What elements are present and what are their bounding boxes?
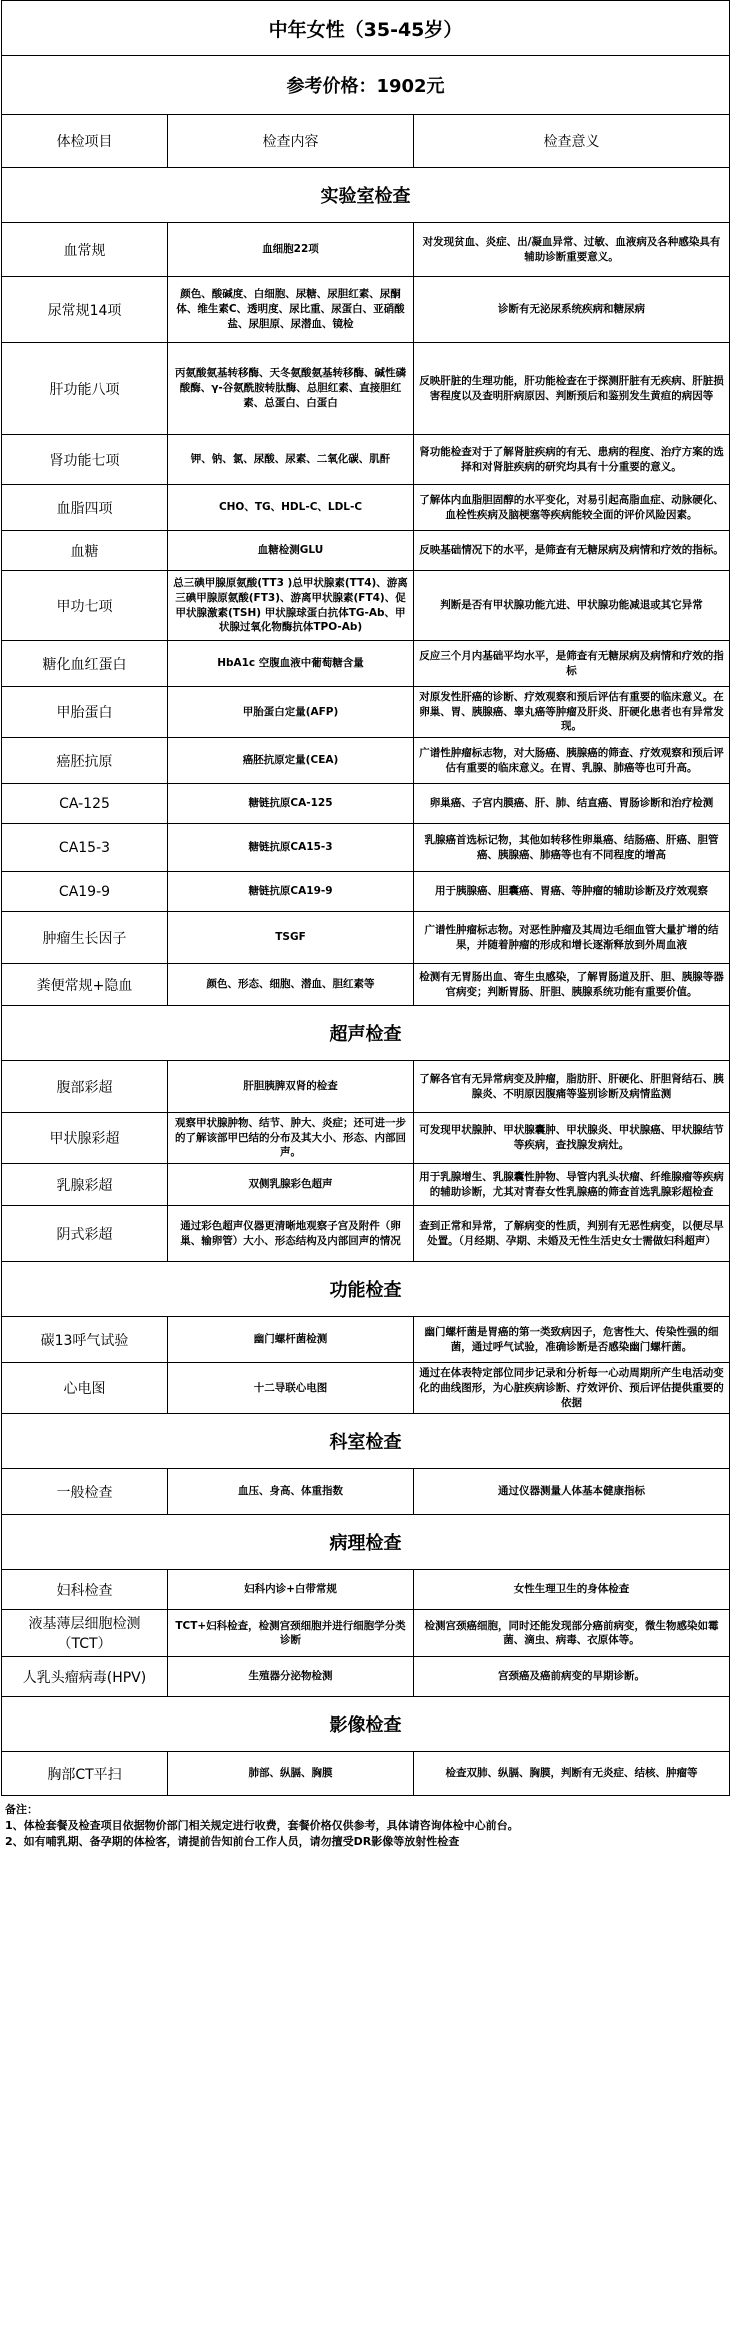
title-row bbox=[2, 1, 730, 56]
item-name: CA-125 bbox=[2, 784, 168, 824]
table-row bbox=[2, 485, 730, 531]
item-content: 颜色、形态、细胞、潜血、胆红素等 bbox=[168, 964, 414, 1006]
item-meaning: 反映肝脏的生理功能，肝功能检查在于探测肝脏有无疾病、肝脏损害程度以及查明肝病原因、判断预后和鉴别发生黄疸的病因等 bbox=[414, 343, 730, 435]
item-meaning: 可发现甲状腺肿、甲状腺囊肿、甲状腺炎、甲状腺癌、甲状腺结节等疾病，查找腺发病灶。 bbox=[414, 1113, 730, 1164]
section-row bbox=[2, 168, 730, 223]
section-row bbox=[2, 1697, 730, 1752]
table-row bbox=[2, 1164, 730, 1206]
item-name: CA19-9 bbox=[2, 872, 168, 912]
header-item: 体检项目 bbox=[2, 115, 168, 168]
item-content: CHO、TG、HDL-C、LDL-C bbox=[168, 485, 414, 531]
item-meaning: 反应三个月内基础平均水平，是筛查有无糖尿病及病情和疗效的指标 bbox=[414, 641, 730, 687]
item-name: 妇科检查 bbox=[2, 1570, 168, 1610]
item-name: 人乳头瘤病毒(HPV) bbox=[2, 1657, 168, 1697]
item-meaning: 检查双肺、纵膈、胸膜，判断有无炎症、结核、肿瘤等 bbox=[414, 1752, 730, 1796]
table-row bbox=[2, 687, 730, 738]
item-meaning: 通过在体表特定部位同步记录和分析每一心动周期所产生电活动变化的曲线图形，为心脏疾病诊断、疗效评价、预后评估提供重要的依据 bbox=[414, 1363, 730, 1414]
item-name: 阴式彩超 bbox=[2, 1206, 168, 1262]
item-content: 糖链抗原CA15-3 bbox=[168, 824, 414, 872]
item-content: 糖链抗原CA-125 bbox=[168, 784, 414, 824]
table-row bbox=[2, 912, 730, 964]
table-row bbox=[2, 1317, 730, 1363]
section-row bbox=[2, 1414, 730, 1469]
item-name: CA15-3 bbox=[2, 824, 168, 872]
section-title: 超声检查 bbox=[2, 1006, 730, 1061]
item-name: 血常规 bbox=[2, 223, 168, 277]
table-row bbox=[2, 571, 730, 641]
section-title: 实验室检查 bbox=[2, 168, 730, 223]
item-content: 甲胎蛋白定量(AFP) bbox=[168, 687, 414, 738]
price-row bbox=[2, 56, 730, 115]
item-meaning: 反映基础情况下的水平，是筛查有无糖尿病及病情和疗效的指标。 bbox=[414, 531, 730, 571]
item-name: 癌胚抗原 bbox=[2, 738, 168, 784]
item-content: 总三碘甲腺原氨酸(TT3 )总甲状腺素(TT4)、游离三碘甲腺原氨酸(FT3)、游离甲状腺素(FT4)、促甲状腺激素(TSH) 甲状腺球蛋白抗体TG-Ab、甲状腺过氧化物酶抗体TPO-Ab) bbox=[168, 571, 414, 641]
table-row bbox=[2, 1113, 730, 1164]
item-content: 生殖器分泌物检测 bbox=[168, 1657, 414, 1697]
item-meaning: 查到正常和异常，了解病变的性质，判别有无恶性病变，以便尽早处置。（月经期、孕期、未婚及无性生活史女士需做妇科超声） bbox=[414, 1206, 730, 1262]
item-content: 血细胞22项 bbox=[168, 223, 414, 277]
table-row bbox=[2, 435, 730, 485]
table-row bbox=[2, 1570, 730, 1610]
table-row bbox=[2, 1469, 730, 1515]
section-row bbox=[2, 1006, 730, 1061]
item-meaning: 用于乳腺增生、乳腺囊性肿物、导管内乳头状瘤、纤维腺瘤等疾病的辅助诊断，尤其对青春女性乳腺癌的筛查首选乳腺彩超检查 bbox=[414, 1164, 730, 1206]
item-meaning: 了解各官有无异常病变及肿瘤，脂肪肝、肝硬化、肝胆肾结石、胰腺炎、不明原因腹痛等鉴别诊断及病情监测 bbox=[414, 1061, 730, 1113]
item-content: 观察甲状腺肿物、结节、肿大、炎症；还可进一步的了解该部甲巴结的分布及其大小、形态、内部回声。 bbox=[168, 1113, 414, 1164]
item-meaning: 检测有无胃肠出血、寄生虫感染，了解胃肠道及肝、胆、胰腺等器官病变；判断胃肠、肝胆、胰腺系统功能有重要价值。 bbox=[414, 964, 730, 1006]
note-line: 备注： bbox=[5, 1803, 38, 1817]
item-meaning: 幽门螺杆菌是胃癌的第一类致病因子，危害性大、传染性强的细菌，通过呼气试验，准确诊断是否感染幽门螺杆菌。 bbox=[414, 1317, 730, 1363]
package-price: 参考价格：1902元 bbox=[2, 56, 730, 115]
item-meaning: 卵巢癌、子宫内膜癌、肝、肺、结直癌、胃肠诊断和治疗检测 bbox=[414, 784, 730, 824]
item-meaning: 乳腺癌首选标记物，其他如转移性卵巢癌、结肠癌、肝癌、胆管癌、胰腺癌、肺癌等也有不同程度的增高 bbox=[414, 824, 730, 872]
item-name: 甲状腺彩超 bbox=[2, 1113, 168, 1164]
item-meaning: 了解体内血脂胆固醇的水平变化，对易引起高脂血症、动脉硬化、血栓性疾病及脑梗塞等疾病能较全面的评价风险因素。 bbox=[414, 485, 730, 531]
note-line: 2、如有哺乳期、备孕期的体检客，请提前告知前台工作人员，请勿擅受DR影像等放射性检查 bbox=[5, 1835, 460, 1849]
item-content: 癌胚抗原定量(CEA) bbox=[168, 738, 414, 784]
item-name: 肾功能七项 bbox=[2, 435, 168, 485]
item-content: 血糖检测GLU bbox=[168, 531, 414, 571]
item-name: 肿瘤生长因子 bbox=[2, 912, 168, 964]
section-title: 病理检查 bbox=[2, 1515, 730, 1570]
section-row bbox=[2, 1515, 730, 1570]
item-meaning: 检测宫颈癌细胞，同时还能发现部分癌前病变，微生物感染如霉菌、滴虫、病毒、衣原体等。 bbox=[414, 1610, 730, 1657]
table-row bbox=[2, 641, 730, 687]
item-content: 丙氨酸氨基转移酶、天冬氨酸氨基转移酶、碱性磷酸酶、γ-谷氨酰胺转肽酶、总胆红素、直接胆红素、总蛋白、白蛋白 bbox=[168, 343, 414, 435]
item-meaning: 判断是否有甲状腺功能亢进、甲状腺功能减退或其它异常 bbox=[414, 571, 730, 641]
header-content: 检查内容 bbox=[168, 115, 414, 168]
item-meaning: 广谱性肿瘤标志物，对大肠癌、胰腺癌的筛查、疗效观察和预后评估有重要的临床意义。在胃、乳腺、肺癌等也可升高。 bbox=[414, 738, 730, 784]
package-table bbox=[1, 0, 730, 1796]
item-content: 颜色、酸碱度、白细胞、尿糖、尿胆红素、尿酮体、维生素C、透明度、尿比重、尿蛋白、亚硝酸盐、尿胆原、尿潜血、镜检 bbox=[168, 277, 414, 343]
item-name: 血脂四项 bbox=[2, 485, 168, 531]
item-content: 通过彩色超声仪器更清晰地观察子宫及附件（卵巢、输卵管）大小、形态结构及内部回声的情况 bbox=[168, 1206, 414, 1262]
item-name: 糖化血红蛋白 bbox=[2, 641, 168, 687]
package-title: 中年女性（35-45岁） bbox=[2, 1, 730, 56]
table-row bbox=[2, 1610, 730, 1657]
item-meaning: 对发现贫血、炎症、出/凝血异常、过敏、血液病及各种感染具有辅助诊断重要意义。 bbox=[414, 223, 730, 277]
notes-block bbox=[1, 1796, 729, 1856]
section-title: 功能检查 bbox=[2, 1262, 730, 1317]
item-content: 妇科内诊+白带常规 bbox=[168, 1570, 414, 1610]
section-title: 科室检查 bbox=[2, 1414, 730, 1469]
item-content: 钾、钠、氯、尿酸、尿素、二氧化碳、肌酐 bbox=[168, 435, 414, 485]
item-content: 糖链抗原CA19-9 bbox=[168, 872, 414, 912]
item-content: 双侧乳腺彩色超声 bbox=[168, 1164, 414, 1206]
item-name: 乳腺彩超 bbox=[2, 1164, 168, 1206]
item-content: 肺部、纵膈、胸膜 bbox=[168, 1752, 414, 1796]
header-meaning: 检查意义 bbox=[414, 115, 730, 168]
table-row bbox=[2, 531, 730, 571]
item-meaning: 宫颈癌及癌前病变的早期诊断。 bbox=[414, 1657, 730, 1697]
item-meaning: 通过仪器测量人体基本健康指标 bbox=[414, 1469, 730, 1515]
table-row bbox=[2, 1363, 730, 1414]
item-meaning: 肾功能检查对于了解肾脏疾病的有无、患病的程度、治疗方案的选择和对肾脏疾病的研究均具有十分重要的意义。 bbox=[414, 435, 730, 485]
table-row bbox=[2, 1752, 730, 1796]
item-name: 一般检查 bbox=[2, 1469, 168, 1515]
section-row bbox=[2, 1262, 730, 1317]
table-row bbox=[2, 784, 730, 824]
item-content: TCT+妇科检查，检测宫颈细胞并进行细胞学分类诊断 bbox=[168, 1610, 414, 1657]
item-name: 碳13呼气试验 bbox=[2, 1317, 168, 1363]
item-content: TSGF bbox=[168, 912, 414, 964]
item-meaning: 对原发性肝癌的诊断、疗效观察和预后评估有重要的临床意义。在卵巢、胃、胰腺癌、睾丸癌等肿瘤及肝炎、肝硬化患者也有异常发现。 bbox=[414, 687, 730, 738]
item-name: 甲功七项 bbox=[2, 571, 168, 641]
table-row bbox=[2, 223, 730, 277]
item-meaning: 用于胰腺癌、胆囊癌、胃癌、等肿瘤的辅助诊断及疗效观察 bbox=[414, 872, 730, 912]
item-name: 胸部CT平扫 bbox=[2, 1752, 168, 1796]
item-name: 肝功能八项 bbox=[2, 343, 168, 435]
table-row bbox=[2, 824, 730, 872]
item-name: 血糖 bbox=[2, 531, 168, 571]
item-name: 腹部彩超 bbox=[2, 1061, 168, 1113]
table-row bbox=[2, 872, 730, 912]
item-content: 幽门螺杆菌检测 bbox=[168, 1317, 414, 1363]
item-name: 液基薄层细胞检测（TCT） bbox=[2, 1610, 168, 1657]
item-content: 血压、身高、体重指数 bbox=[168, 1469, 414, 1515]
item-name: 尿常规14项 bbox=[2, 277, 168, 343]
table-row bbox=[2, 277, 730, 343]
item-content: 十二导联心电图 bbox=[168, 1363, 414, 1414]
note-line: 1、体检套餐及检查项目依据物价部门相关规定进行收费，套餐价格仅供参考，具体请咨询体检中心前台。 bbox=[5, 1819, 519, 1833]
item-name: 心电图 bbox=[2, 1363, 168, 1414]
section-title: 影像检查 bbox=[2, 1697, 730, 1752]
item-content: 肝胆胰脾双肾的检查 bbox=[168, 1061, 414, 1113]
item-content: HbA1c 空腹血液中葡萄糖含量 bbox=[168, 641, 414, 687]
table-row bbox=[2, 1206, 730, 1262]
table-row bbox=[2, 738, 730, 784]
table-row bbox=[2, 1061, 730, 1113]
header-row bbox=[2, 115, 730, 168]
item-meaning: 女性生理卫生的身体检查 bbox=[414, 1570, 730, 1610]
table-row bbox=[2, 1657, 730, 1697]
table-row bbox=[2, 964, 730, 1006]
item-name: 甲胎蛋白 bbox=[2, 687, 168, 738]
item-name: 粪便常规+隐血 bbox=[2, 964, 168, 1006]
item-meaning: 诊断有无泌尿系统疾病和糖尿病 bbox=[414, 277, 730, 343]
item-meaning: 广谱性肿瘤标志物。对恶性肿瘤及其周边毛细血管大量扩增的结果，并随着肿瘤的形成和增长逐渐释放到外周血液 bbox=[414, 912, 730, 964]
table-row bbox=[2, 343, 730, 435]
